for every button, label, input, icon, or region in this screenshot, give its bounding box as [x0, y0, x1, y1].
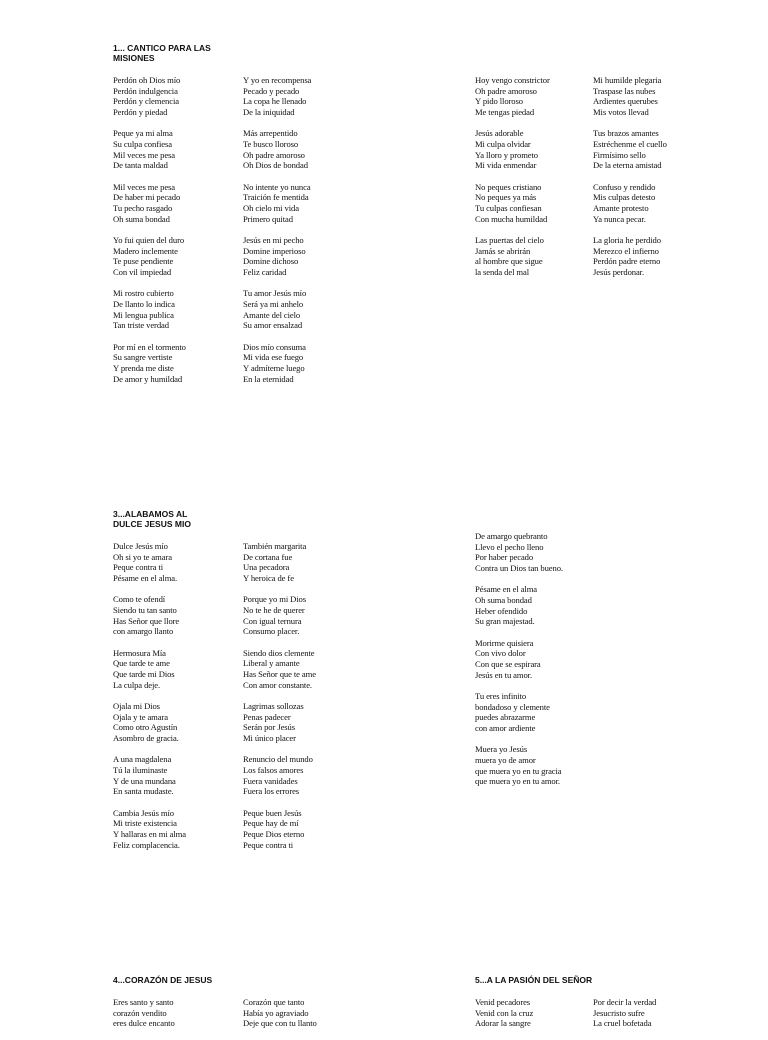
verse-line: Perdón y piedad [113, 107, 168, 118]
verse-line: Ojala y te amara [113, 711, 168, 722]
verse-line: Peque hay de mí [243, 818, 299, 829]
verse-line: que muera yo en tu amor. [475, 776, 560, 787]
stanza [475, 744, 563, 787]
verse-line: Y prenda me diste [113, 362, 174, 373]
stanza [113, 541, 186, 584]
verse-line: También margarita [243, 541, 307, 551]
verse-line: Por haber pecado [475, 552, 534, 563]
verse-line: Por mí en el tormento [113, 341, 186, 352]
stanza [243, 754, 316, 797]
verse-line: Liberal y amante [243, 658, 300, 669]
verse-line: Corazón que tanto [243, 997, 305, 1007]
stanza [475, 997, 533, 1029]
stanza [113, 648, 186, 691]
verse-line: Más arrepentido [243, 128, 298, 139]
verse-line: Oh suma bondad [113, 213, 170, 224]
verse-line: Oh padre amoroso [475, 85, 537, 96]
verse-line: Una pecadora [243, 562, 290, 573]
stanza [113, 288, 186, 331]
verse-line: Serán por Jesús [243, 722, 295, 733]
stanza [243, 342, 311, 385]
verse-line: Pecado y pecado [243, 85, 300, 96]
section-1-title: 1... CANTICO PARA LAS MISIONES [113, 43, 211, 63]
verse-line: Con igual ternura [243, 615, 302, 626]
verse-line: Estréchenme el cuello [593, 139, 667, 150]
verse-line: Fuera vanidades [243, 775, 298, 786]
verse-line: con amargo llanto [113, 626, 174, 637]
verse-line: Con amor constante. [243, 679, 312, 690]
section-3-col-b [243, 541, 316, 861]
stanza [593, 75, 667, 118]
verse-line: Peque contra ti [243, 839, 294, 850]
section-4-title: 4...CORAZÓN DE JESUS [113, 975, 213, 985]
verse-line: Eres santo y santo [113, 997, 174, 1007]
section-1-col-b [243, 75, 311, 395]
verse-line: Mi culpa olvidar [475, 139, 531, 150]
stanza [475, 531, 563, 574]
verse-line: Lagrimas sollozas [243, 700, 304, 711]
stanza [113, 128, 186, 171]
verse-line: Peque Dios eterno [243, 828, 305, 839]
verse-line: Yo fui quien del duro [113, 234, 185, 245]
verse-line: Mi rostro cubierto [113, 288, 174, 299]
verse-line: Domine dichoso [243, 256, 299, 267]
stanza [113, 754, 186, 797]
verse-line: Muera yo Jesús [475, 744, 528, 755]
stanza [243, 75, 311, 118]
verse-line: De tanta maldad [113, 160, 168, 171]
verse-line: Mis votos llevad [593, 107, 649, 118]
verse-line: La cruel bofetada [593, 1018, 652, 1029]
verse-line: Como otro Agustín [113, 722, 178, 733]
verse-line: Hoy vengo constrictor [475, 75, 550, 85]
verse-line: Peque contra ti [113, 562, 164, 573]
verse-line: Tú la iluminaste [113, 764, 168, 775]
verse-line: Hermosura Mía [113, 647, 166, 658]
verse-line: Como te ofendí [113, 594, 166, 605]
verse-line: Jesús en mi pecho [243, 234, 304, 245]
stanza [593, 997, 656, 1029]
verse-line: A una magdalena [113, 754, 172, 765]
verse-line: Siendo dios clemente [243, 647, 315, 658]
verse-line: Me tengas piedad [475, 107, 535, 118]
verse-line: Su gran majestad. [475, 616, 535, 627]
stanza [243, 235, 311, 278]
section-5-col-b [593, 997, 656, 1040]
verse-line: Peque ya mi alma [113, 128, 173, 139]
verse-line: Con vil impiedad [113, 267, 172, 278]
verse-line: Contra un Dios tan bueno. [475, 563, 563, 574]
stanza [243, 182, 311, 225]
verse-line: Oh cielo mi vida [243, 203, 299, 214]
verse-line: Con vivo dolor [475, 648, 526, 659]
verse-line: Te busco lloroso [243, 139, 299, 150]
verse-line: Tu culpas confiesan [475, 203, 542, 214]
verse-line: Y pido lloroso [475, 96, 523, 107]
stanza [243, 808, 316, 851]
stanza [475, 128, 550, 171]
verse-line: Y yo en recompensa [243, 75, 312, 85]
stanza [113, 997, 175, 1029]
verse-line: Y heroica de fe [243, 573, 294, 584]
verse-line: Perdón indulgencia [113, 85, 178, 96]
verse-line: No intente yo nunca [243, 181, 311, 192]
verse-line: Adorar la sangre [475, 1018, 531, 1029]
stanza [243, 128, 311, 171]
section-5-col-a [475, 997, 533, 1040]
stanza [475, 638, 563, 681]
section-3-col-c [475, 531, 563, 798]
verse-line: Jesús adorable [475, 128, 524, 139]
verse-line: con amor ardiente [475, 723, 536, 734]
verse-line: La culpa deje. [113, 679, 161, 690]
verse-line: Venid con la cruz [475, 1007, 534, 1018]
verse-line: Amante protesto [593, 203, 649, 214]
verse-line: En santa mudaste. [113, 786, 174, 797]
stanza [475, 584, 563, 627]
verse-line: Siendo tu tan santo [113, 605, 177, 616]
verse-line: Jesús perdonar. [593, 267, 645, 278]
verse-line: Será ya mi anhelo [243, 298, 304, 309]
stanza [475, 182, 550, 225]
verse-line: Ojala mi Dios [113, 700, 160, 711]
verse-line: Mi vida enmendar [475, 160, 537, 171]
verse-line: Oh si yo te amara [113, 551, 172, 562]
verse-line: Tu amor Jesús mío [243, 288, 307, 299]
verse-line: Pésame en el alma [475, 584, 538, 595]
verse-line: Su sangre vertiste [113, 352, 173, 363]
stanza [113, 701, 186, 744]
verse-line: No te he de querer [243, 605, 305, 616]
verse-line: De amargo quebranto [475, 531, 548, 541]
verse-line: Feliz caridad [243, 267, 287, 278]
stanza [593, 235, 667, 278]
verse-line: Porque yo mi Dios [243, 594, 306, 605]
verse-line: Por decir la verdad [593, 997, 657, 1007]
verse-line: Jesús en tu amor. [475, 669, 533, 680]
verse-line: Venid pecadores [475, 997, 531, 1007]
verse-line: De cortana fue [243, 551, 293, 562]
verse-line: Mil veces me pesa [113, 149, 176, 160]
verse-line: puedes abrazarme [475, 712, 536, 723]
verse-line: Firmísimo sello [593, 149, 646, 160]
verse-line: Oh padre amoroso [243, 149, 305, 160]
verse-line: Asombro de gracia. [113, 733, 179, 744]
verse-line: Perdón padre eterno [593, 256, 661, 267]
verse-line: que muera yo en tu gracia [475, 765, 562, 776]
section-4-col-a [113, 997, 175, 1040]
verse-line: Pésame en el alma. [113, 573, 178, 584]
verse-line: Mi único placer [243, 733, 296, 744]
verse-line: la senda del mal [475, 267, 529, 278]
verse-line: Heber ofendido [475, 605, 528, 616]
stanza [593, 128, 667, 171]
verse-line: Has Señor que te ame [243, 669, 316, 680]
verse-line: corazón vendito [113, 1007, 167, 1018]
verse-line: Y de una mundana [113, 775, 176, 786]
verse-line: Tan triste verdad [113, 320, 169, 331]
stanza [113, 75, 186, 118]
stanza [475, 691, 563, 734]
stanza [475, 75, 550, 118]
section-5-title: 5...A LA PASIÓN DEL SEÑOR [475, 975, 593, 985]
verse-line: Mil veces me pesa [113, 181, 176, 192]
verse-line: Tus brazos amantes [593, 128, 659, 139]
verse-line: Cambia Jesús mío [113, 807, 174, 818]
stanza [243, 997, 317, 1029]
verse-line: Dulce Jesús mío [113, 541, 168, 551]
stanza [243, 594, 316, 637]
verse-line: Y hallaras en mi alma [113, 828, 186, 839]
verse-line: Jamás se abrirán [475, 245, 531, 256]
verse-line: Consumo placer. [243, 626, 300, 637]
verse-line: Perdón oh Dios mío [113, 75, 181, 85]
stanza [593, 182, 667, 225]
verse-line: Mi triste existencia [113, 818, 177, 829]
verse-line: al hombre que sigue [475, 256, 543, 267]
verse-line: Su culpa confiesa [113, 139, 172, 150]
verse-line: Mi vida ese fuego [243, 352, 304, 363]
section-3-title: 3...ALABAMOS AL DULCE JESUS MIO [113, 509, 191, 529]
verse-line: Domine imperioso [243, 245, 306, 256]
stanza [243, 701, 316, 744]
verse-line: Dios mío consuma [243, 341, 306, 352]
verse-line: bondadoso y clemente [475, 701, 550, 712]
verse-line: Primero quitad [243, 213, 293, 224]
verse-line: Fuera los errores [243, 786, 300, 797]
verse-line: Traspase las nubes [593, 85, 656, 96]
verse-line: Oh Dios de bondad [243, 160, 308, 171]
verse-line: Llevo el pecho lleno [475, 541, 544, 552]
verse-line: De haber mi pecado [113, 192, 181, 203]
verse-line: Morirme quisiera [475, 637, 534, 648]
section-1-col-d [593, 75, 667, 288]
verse-line: Traición fe mentida [243, 192, 309, 203]
verse-line: muera yo de amor [475, 754, 536, 765]
verse-line: Madero inclemente [113, 245, 178, 256]
verse-line: Tu pecho rasgado [113, 203, 173, 214]
verse-line: Mi humilde plegaria [593, 75, 662, 85]
verse-line: Penas padecer [243, 711, 291, 722]
verse-line: Su amor ensalzad [243, 320, 303, 331]
verse-line: De la eterna amistad [593, 160, 662, 171]
verse-line: Mis culpas detesto [593, 192, 656, 203]
verse-line: De la iniquidad [243, 107, 295, 118]
verse-line: Jesucristo sufre [593, 1007, 645, 1018]
verse-line: No peques cristiano [475, 181, 542, 192]
section-4-col-b [243, 997, 317, 1040]
verse-line: No peques ya más [475, 192, 537, 203]
stanza [113, 808, 186, 851]
verse-line: Merezco el infierno [593, 245, 659, 256]
verse-line: Las puertas del cielo [475, 234, 544, 245]
verse-line: Oh suma bondad [475, 595, 532, 606]
stanza [113, 182, 186, 225]
verse-line: Renuncio del mundo [243, 754, 313, 765]
verse-line: Con mucha humildad [475, 213, 548, 224]
verse-line: Has Señor que llore [113, 615, 180, 626]
verse-line: Deje que con tu llanto [243, 1018, 317, 1029]
verse-line: De llanto lo indica [113, 298, 175, 309]
verse-line: Que tarde mi Dios [113, 669, 175, 680]
verse-line: Mi lengua publica [113, 309, 174, 320]
verse-line: Ya nunca pecar. [593, 213, 646, 224]
verse-line: En la eternidad [243, 373, 294, 384]
stanza [113, 342, 186, 385]
verse-line: La gloria he perdido [593, 234, 661, 245]
stanza [113, 235, 186, 278]
verse-line: Y admíteme luego [243, 362, 305, 373]
verse-line: Peque buen Jesús [243, 807, 302, 818]
verse-line: Los falsos amores [243, 764, 304, 775]
section-1-col-c [475, 75, 550, 288]
stanza [113, 594, 186, 637]
verse-line: Ardientes querubes [593, 96, 658, 107]
verse-line: Había yo agraviado [243, 1007, 309, 1018]
stanza [243, 288, 311, 331]
verse-line: Confuso y rendido [593, 181, 656, 192]
verse-line: De amor y humildad [113, 373, 183, 384]
verse-line: Con que se espirara [475, 659, 541, 670]
section-3-col-a [113, 541, 186, 861]
verse-line: Te puse pendiente [113, 256, 174, 267]
verse-line: eres dulce encanto [113, 1018, 175, 1029]
verse-line: Perdón y clemencia [113, 96, 179, 107]
verse-line: Tu eres infinito [475, 690, 527, 701]
verse-line: La copa he llenado [243, 96, 307, 107]
stanza [243, 541, 316, 584]
verse-line: Feliz complacencia. [113, 839, 180, 850]
stanza [475, 235, 550, 278]
verse-line: Ya lloro y prometo [475, 149, 538, 160]
stanza [243, 648, 316, 691]
verse-line: Que tarde te ame [113, 658, 170, 669]
section-1-col-a [113, 75, 186, 395]
verse-line: Amante del cielo [243, 309, 301, 320]
